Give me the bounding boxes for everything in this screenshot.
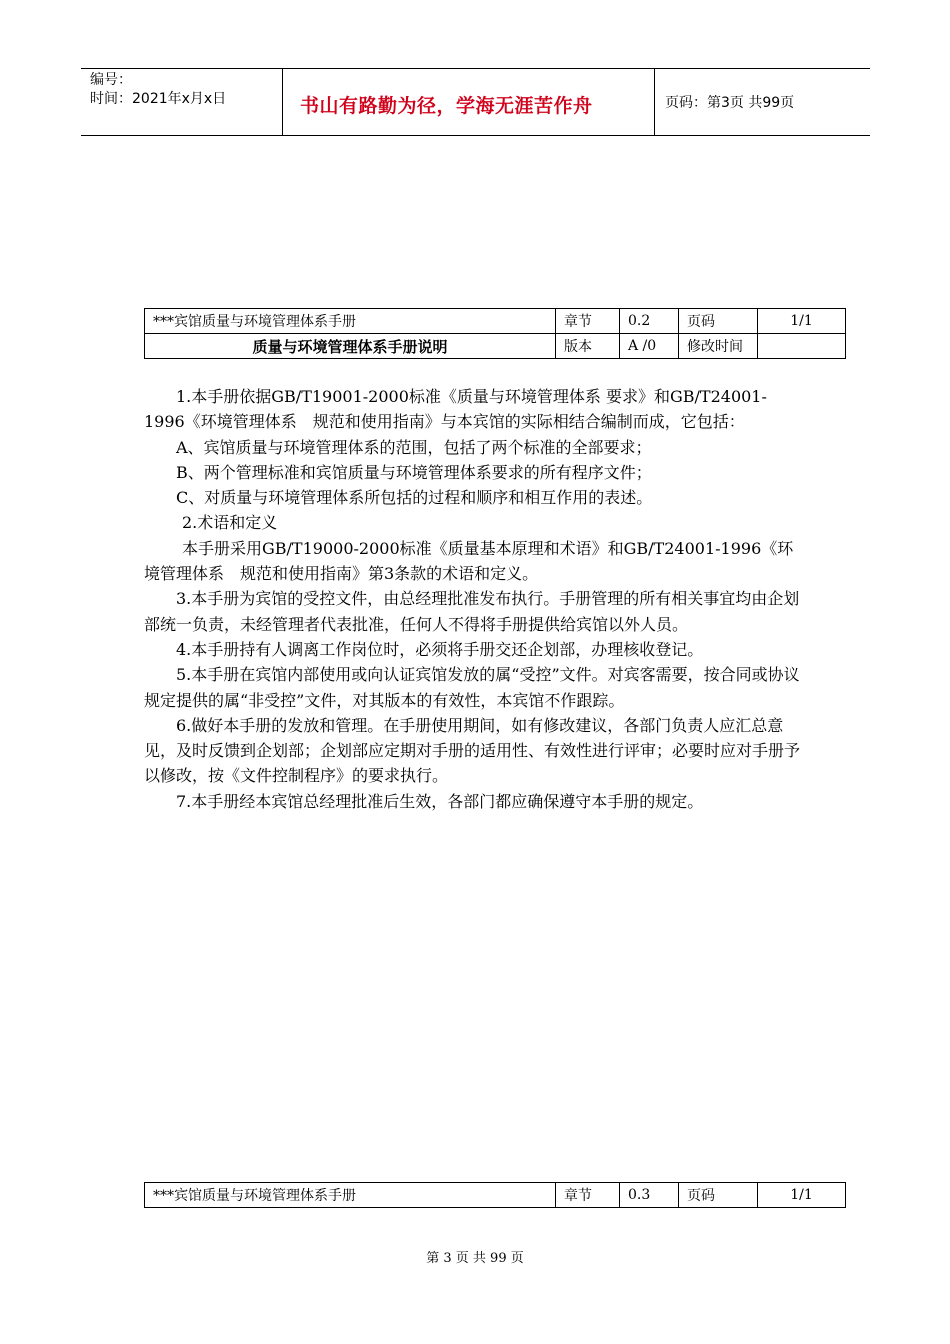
- header-divider-left: [282, 68, 283, 135]
- page-label-next: 页码: [679, 1183, 758, 1208]
- para-c: C、对质量与环境管理体系所包括的过程和顺序和相互作用的表述。: [176, 488, 653, 508]
- header-date-label: 时间：2021年x月x日: [90, 91, 227, 107]
- para-1: 1.本手册依据GB/T19001-2000标准《质量与环境管理体系 要求》和GB/T24001-1996《环境管理体系 规范和使用指南》与本宾馆的实际相结合编制而成，它包括：: [144, 387, 767, 432]
- chapter-label: 章节: [556, 309, 620, 334]
- page-label: 页码: [679, 309, 758, 334]
- doc-info-table-next: [144, 1182, 846, 1208]
- doc-info-row-2: [145, 334, 846, 359]
- para-2-heading: 2.术语和定义: [182, 513, 278, 533]
- header-bottom-rule: [81, 135, 870, 136]
- doc-info-row-1: [145, 309, 846, 334]
- para-b: B、两个管理标准和宾馆质量与环境管理体系要求的所有程序文件；: [176, 462, 652, 482]
- header-divider-right: [654, 68, 655, 135]
- manual-name-next: ***宾馆质量与环境管理体系手册: [145, 1183, 556, 1208]
- chapter-label-next: 章节: [556, 1183, 620, 1208]
- manual-name: ***宾馆质量与环境管理体系手册: [145, 309, 556, 334]
- para-2-body: [144, 536, 804, 587]
- para-3: 3.本手册为宾馆的受控文件，由总经理批准发布执行。手册管理的所有相关事宜均由企划部统一负责，未经管理者代表批准，任何人不得将手册提供给宾馆以外人员。: [144, 589, 800, 634]
- version-value: A /0: [620, 334, 679, 359]
- para-a: A、宾馆质量与环境管理体系的范围，包括了两个标准的全部要求；: [176, 437, 652, 457]
- header-page-info: 页码：第3页 共99页: [665, 95, 795, 111]
- para-6: 6.做好本手册的发放和管理。在手册使用期间，如有修改建议，各部门负责人应汇总意见，及时反馈到企划部；企划部应定期对手册的适用性、有效性进行评审；必要时应对手册予以修改，按《文件控制程序》的要求执行。: [144, 715, 801, 786]
- header-top-rule: [81, 68, 870, 69]
- revision-label: 修改时间: [679, 334, 758, 359]
- chapter-value: 0.2: [620, 309, 679, 334]
- para-7: 7.本手册经本宾馆总经理批准后生效，各部门都应确保遵守本手册的规定。: [176, 791, 704, 811]
- revision-value: [758, 334, 846, 359]
- header-number-label: 编号：: [90, 72, 132, 88]
- body-text: [144, 384, 804, 814]
- para-2-body-text: 本手册采用GB/T19000-2000标准《质量基本原理和术语》和GB/T24001-1996《环境管理体系 规范和使用指南》第3条款的术语和定义。: [144, 538, 794, 584]
- doc-info-next-row: [145, 1183, 846, 1208]
- page-value-next: 1/1: [758, 1183, 846, 1208]
- para-5: 5.本手册在宾馆内部使用或向认证宾馆发放的属“受控”文件。对宾客需要，按合同或协议规定提供的属“非受控”文件，对其版本的有效性，本宾馆不作跟踪。: [144, 665, 800, 710]
- header-motto: 书山有路勤为径，学海无涯苦作舟: [300, 95, 593, 117]
- chapter-value-next: 0.3: [620, 1183, 679, 1208]
- doc-title: 质量与环境管理体系手册说明: [145, 334, 556, 359]
- page-footer: 第 3 页 共 99 页: [426, 1251, 524, 1266]
- para-4: 4.本手册持有人调离工作岗位时，必须将手册交还企划部，办理核收登记。: [176, 639, 704, 659]
- page-value: 1/1: [758, 309, 846, 334]
- version-label: 版本: [556, 334, 620, 359]
- doc-info-table: [144, 308, 846, 359]
